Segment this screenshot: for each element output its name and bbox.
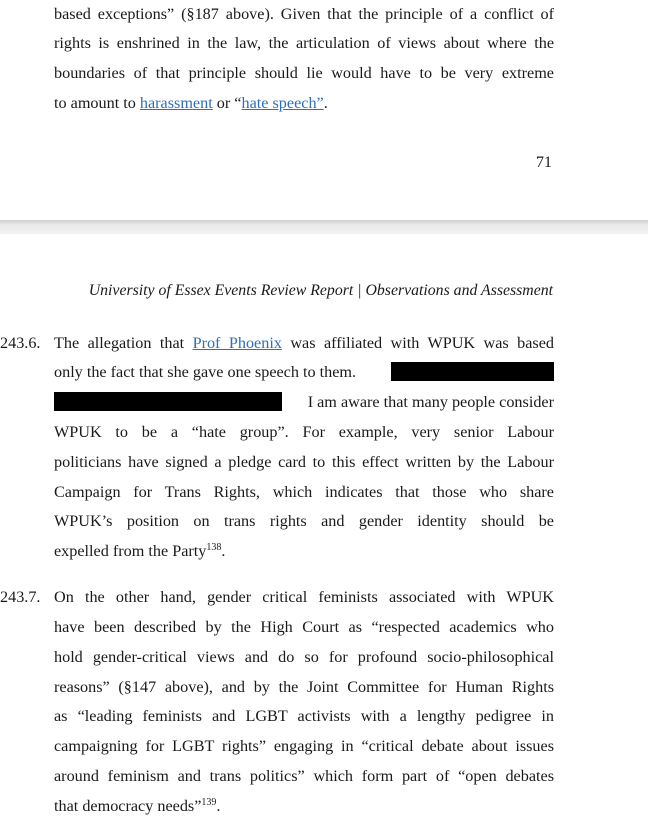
- text-line: as “leading feminists and LGBT activists with a lengthy pedigree in: [54, 707, 554, 725]
- text-line: [54, 392, 554, 412]
- text-span: to amount to: [54, 94, 140, 112]
- footnote-ref[interactable]: 139: [201, 797, 217, 808]
- harassment-link[interactable]: harassment: [139, 94, 213, 112]
- text-span: .: [323, 94, 328, 112]
- text-span: The allegation that: [54, 334, 193, 352]
- text-line: [54, 333, 554, 353]
- text-line: boundaries of that principle should lie would have to be very extreme: [54, 64, 554, 82]
- redaction-block: [391, 362, 554, 381]
- page-separator: [0, 220, 648, 234]
- footnote-ref[interactable]: 138: [206, 542, 222, 553]
- text-line: Campaign for Trans Rights, which indicates that those who share: [54, 483, 554, 501]
- paragraph-number: 243.7.: [0, 588, 41, 606]
- text-span: I am aware that many people consider: [307, 393, 554, 411]
- text-line: WPUK to be a “hate group”. For example, very senior Labour: [54, 423, 554, 441]
- text-span: .: [216, 797, 221, 815]
- text-line: politicians have signed a pledge card to this effect written by the Labour: [54, 453, 554, 471]
- prof-phoenix-link[interactable]: Prof Phoenix: [192, 334, 282, 352]
- text-line: [54, 93, 554, 113]
- text-line: have been described by the High Court as “respected academics who: [54, 618, 554, 636]
- text-line: [54, 541, 554, 561]
- text-line: rights is enshrined in the law, the articulation of views about where the: [54, 34, 554, 52]
- text-line: around feminism and trans politics” which form part of “open debates: [54, 767, 554, 785]
- page-number: 71: [535, 153, 552, 171]
- text-span: .: [221, 542, 226, 560]
- text-span: was affiliated with WPUK was based: [281, 334, 555, 352]
- text-span: only the fact that she gave one speech to them.: [54, 363, 357, 381]
- text-line: hold gender-critical views and do so for profound socio-philosophical: [54, 648, 554, 666]
- text-span: that democracy needs”: [54, 797, 202, 815]
- text-span: expelled from the Party: [54, 542, 207, 560]
- running-header: University of Essex Events Review Report | Observations and Assessment: [88, 282, 553, 299]
- text-line: WPUK’s position on trans rights and gender identity should be: [54, 512, 554, 530]
- text-line: campaigning for LGBT rights” engaging in “critical debate about issues: [54, 737, 554, 755]
- text-line: On the other hand, gender critical feminists associated with WPUK: [54, 588, 554, 606]
- paragraph-number: 243.6.: [0, 334, 41, 352]
- text-line: [54, 796, 554, 816]
- text-line: based exceptions” (§187 above). Given that the principle of a conflict of: [54, 5, 554, 23]
- hate-speech-link[interactable]: hate speech”: [241, 94, 324, 112]
- text-line: reasons” (§147 above), and by the Joint Committee for Human Rights: [54, 678, 554, 696]
- text-line: [54, 362, 554, 382]
- text-span: or “: [212, 94, 242, 112]
- redaction-block: [54, 392, 282, 411]
